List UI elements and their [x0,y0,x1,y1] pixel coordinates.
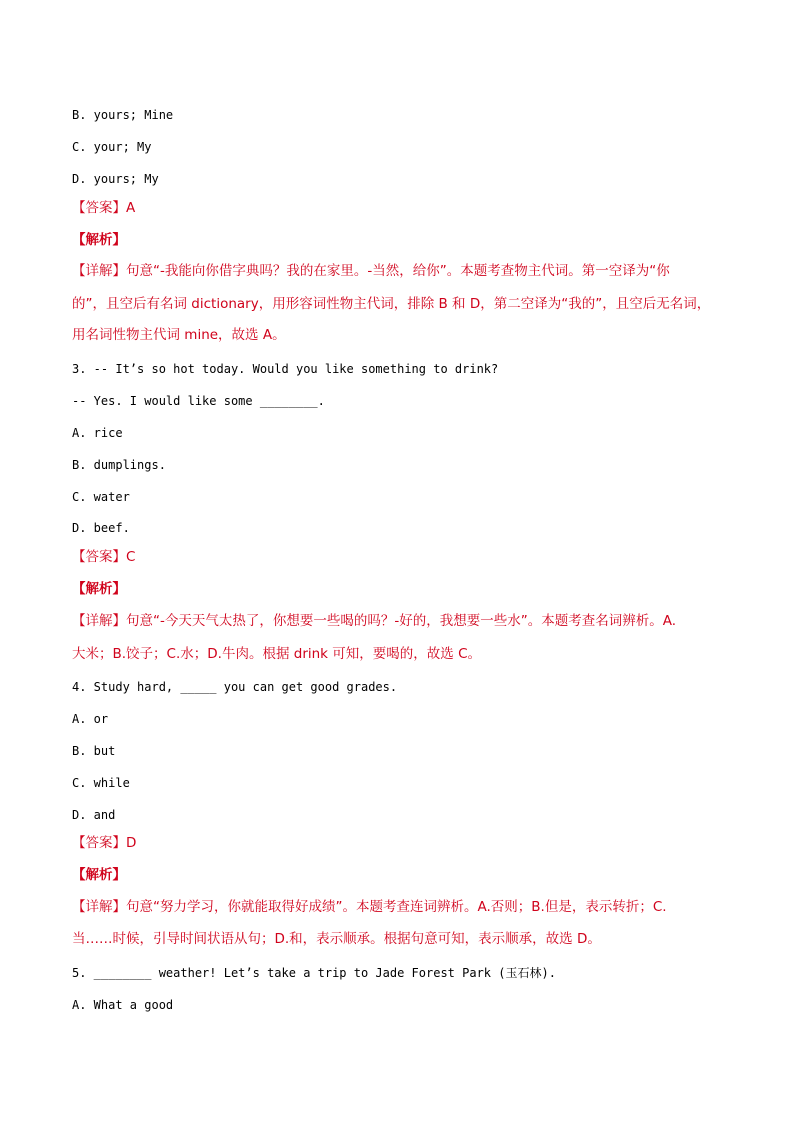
q4-option-c[interactable]: C. while [72,776,130,790]
q5-option-a[interactable]: A. What a good [72,998,174,1012]
q4-detail-line-1: 【详解】句意“努力学习，你就能取得好成绩”。本题考查连词辨析。A.否则；B.但是，表示转折；C. [72,899,667,915]
q3-option-d[interactable]: D. beef. [72,521,130,535]
q5-stem: 5. ________ weather! Let’s take a trip to Jade Forest Park (玉石林). [72,966,556,980]
q4-stem: 4. Study hard, _____ you can get good grades. [72,680,398,694]
q2-analysis-heading: 【解析】 [72,232,126,248]
q4-analysis-heading: 【解析】 [72,867,126,883]
q2-option-c[interactable]: C. your; My [72,140,152,154]
q4-option-b[interactable]: B. but [72,744,116,758]
q4-option-a[interactable]: A. or [72,712,109,726]
q2-detail-line-1: 【详解】句意“-我能向你借字典吗？我的在家里。-当然，给你”。本题考查物主代词。第一空译为“你 [72,263,670,279]
q4-detail-line-2: 当……时候，引导时间状语从句；D.和，表示顺承。根据句意可知，表示顺承，故选 D。 [72,931,601,947]
q3-stem-line-2: -- Yes. I would like some ________. [72,394,325,408]
q4-option-d[interactable]: D. and [72,808,116,822]
q2-answer: 【答案】A [72,200,136,216]
q3-detail-line-1: 【详解】句意“-今天天气太热了，你想要一些喝的吗？-好的，我想要一些水”。本题考查名词辨析。A. [72,613,677,629]
q2-option-d[interactable]: D. yours; My [72,172,159,186]
q3-option-b[interactable]: B. dumplings. [72,458,166,472]
q3-analysis-heading: 【解析】 [72,581,126,597]
q3-answer: 【答案】C [72,549,136,565]
q2-detail-line-2: 的”，且空后有名词 dictionary，用形容词性物主代词，排除 B 和 D，第二空译为“我的”，且空后无名词， [72,296,711,312]
q3-stem-line-1: 3. -- It’s so hot today. Would you like something to drink? [72,362,499,376]
q3-detail-line-2: 大米；B.饺子；C.水；D.牛肉。根据 drink 可知，要喝的，故选 C。 [72,646,482,662]
q2-detail-line-3: 用名词性物主代词 mine，故选 A。 [72,327,286,343]
q2-option-b[interactable]: B. yours; Mine [72,108,174,122]
q3-option-a[interactable]: A. rice [72,426,123,440]
q4-answer: 【答案】D [72,835,137,851]
q3-option-c[interactable]: C. water [72,490,130,504]
